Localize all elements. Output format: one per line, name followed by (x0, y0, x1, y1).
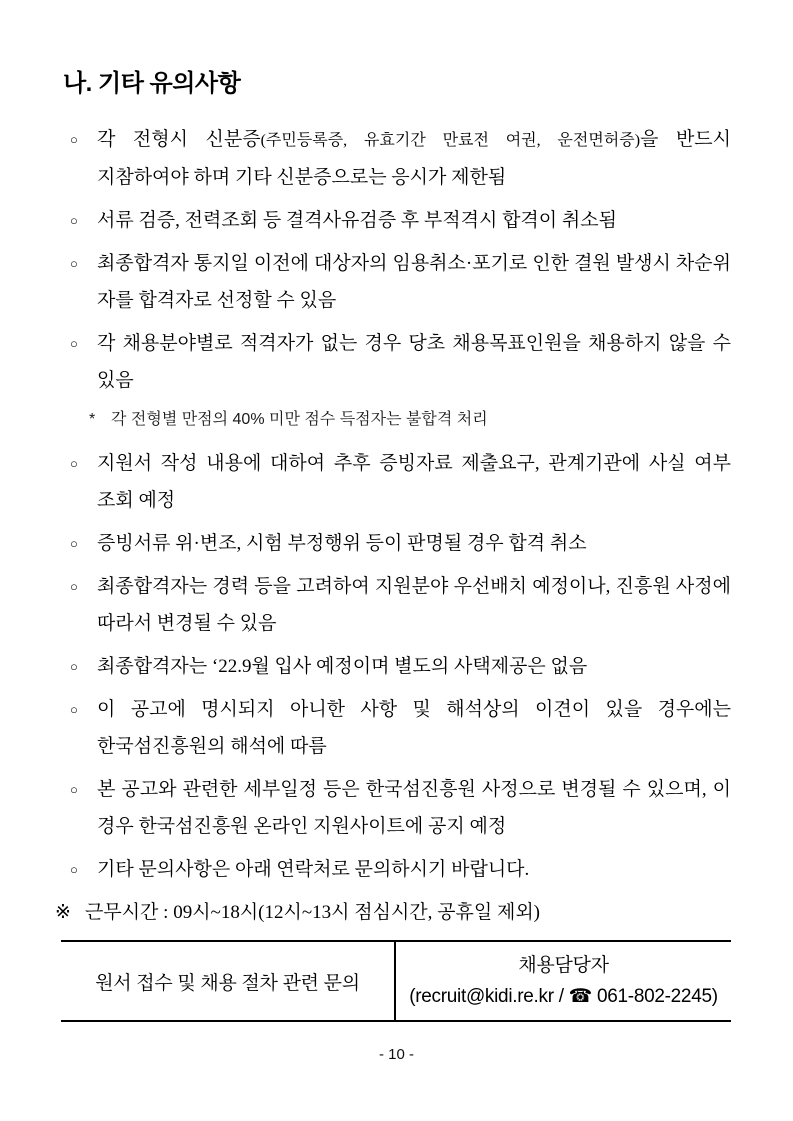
circle-bullet-icon: ○ (70, 659, 78, 674)
circle-bullet-icon: ○ (70, 456, 78, 471)
bullet-text: 기타 문의사항은 아래 연락처로 문의하시기 바랍니다. (97, 859, 530, 880)
bullet-text: 최종합격자 통지일 이전에 대상자의 임용취소·포기로 인한 결원 발생시 차순위 자를 합격자로 선정할 수 있음 (97, 253, 731, 311)
bullet-item (61, 691, 731, 765)
bullet-text: 최종합격자는 ‘22.9월 입사 예정이며 별도의 사택제공은 없음 (97, 656, 588, 677)
bullet-item (61, 648, 731, 685)
bullet-item (61, 771, 731, 845)
circle-bullet-icon: ○ (70, 862, 78, 877)
bullet-item (61, 568, 731, 642)
page-content (55, 0, 732, 1022)
bullet-item (61, 525, 731, 562)
bullet-text: 본 공고와 관련한 세부일정 등은 한국섬진흥원 사정으로 변경될 수 있으며, 이 경우 한국섬진흥원 온라인 지원사이트에 공지 예정 (97, 779, 731, 837)
circle-bullet-icon: ○ (70, 256, 78, 271)
bullet-item (61, 121, 731, 196)
worktime-note-text: 근무시간 : 09시~18시(12시~13시 점심시간, 공휴일 제외) (85, 902, 541, 923)
bullet-text: 지원서 작성 내용에 대하여 추후 증빙자료 제출요구, 관계기관에 사실 여부 조회 예정 (97, 453, 731, 511)
bullet-text: 이 공고에 명시되지 아니한 사항 및 해석상의 이견이 있을 경우에는 한국섬진흥원의 해석에 따름 (97, 699, 731, 757)
bullet-item (61, 445, 731, 519)
bullet-item (61, 245, 731, 319)
contact-table-contact-cell (396, 942, 731, 1020)
asterisk-icon: * (89, 411, 96, 428)
bullet-item (61, 851, 731, 888)
circle-bullet-icon: ○ (70, 336, 78, 351)
bullet-text: 각 채용분야별로 적격자가 없는 경우 당초 채용목표인원을 채용하지 않을 수 있음 (97, 333, 731, 391)
circle-bullet-icon: ○ (70, 579, 78, 594)
reference-mark-icon: ※ (55, 902, 71, 923)
bullet-text: 최종합격자는 경력 등을 고려하여 지원분야 우선배치 예정이나, 진흥원 사정에 따라서 변경될 수 있음 (97, 576, 731, 634)
bullet-text-paren: (주민등록증, 유효기간 만료전 여권, 운전면허증) (260, 132, 641, 149)
section-heading: 나. 기타 유의사항 (63, 70, 241, 97)
contact-table (61, 940, 731, 1022)
bullet-item (61, 325, 731, 399)
circle-bullet-icon: ○ (70, 213, 78, 228)
circle-bullet-icon: ○ (70, 536, 78, 551)
contact-detail: (recruit@kidi.re.kr / ☎ 061-802-2245) (409, 986, 718, 1007)
worktime-note (55, 894, 731, 931)
contact-table-subject-cell: 원서 접수 및 채용 절차 관련 문의 (61, 942, 396, 1020)
circle-bullet-icon: ○ (70, 702, 78, 717)
bullet-text-pre: 각 전형시 신분증 (97, 129, 261, 150)
bullet-text: 증빙서류 위·변조, 시험 부정행위 등이 판명될 경우 합격 취소 (97, 533, 587, 554)
circle-bullet-icon: ○ (70, 132, 78, 147)
subnote (85, 405, 731, 435)
page-number: - 10 - (378, 1046, 414, 1063)
contact-title: 채용담당자 (518, 955, 609, 976)
bullet-text-post: 을 반드시 지참하여야 하며 기타 신분증으로는 응시가 제한됨 (97, 129, 732, 188)
subnote-text: 각 전형별 만점의 40% 미만 점수 득점자는 불합격 처리 (111, 411, 488, 428)
circle-bullet-icon: ○ (70, 782, 78, 797)
bullet-item (61, 202, 731, 239)
bullet-text (97, 121, 731, 196)
bullet-text: 서류 검증, 전력조회 등 결격사유검증 후 부적격시 합격이 취소됨 (97, 210, 617, 231)
